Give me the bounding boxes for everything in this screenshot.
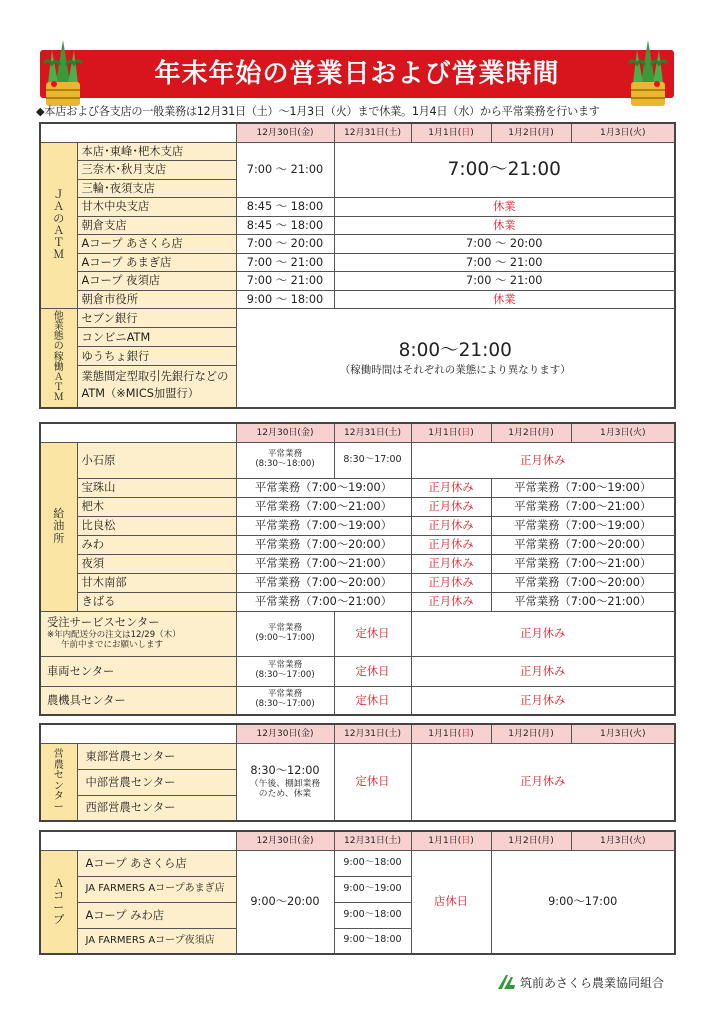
- col-dec31: 12月31日(土): [334, 831, 411, 850]
- col-dec30: 12月30日(金): [236, 423, 334, 442]
- hours-cell: 8:45 ～ 18:00: [236, 216, 334, 235]
- hours-cell: 平常業務（7:00～19:00）: [491, 516, 675, 535]
- table-row: [40, 497, 675, 516]
- station-name: 比良松: [77, 516, 236, 535]
- organization-name: 筑前あさくら農業協同組合: [520, 976, 665, 990]
- col-jan1: 1月1日(日): [411, 423, 491, 442]
- hours-cell: 9:00～18:00: [334, 902, 411, 928]
- hours-cell: 8:45 ～ 18:00: [236, 198, 334, 217]
- table-row: [40, 309, 675, 328]
- atm-provider: セブン銀行: [77, 309, 236, 328]
- center-name: 西部営農センター: [77, 795, 236, 821]
- hours-cell: 平常業務（7:00～21:00）: [236, 592, 411, 611]
- farming-center-label: 営 農 セ ン タ ー: [40, 743, 77, 821]
- closed-cell: 正月休み: [411, 743, 675, 821]
- col-dec31: 12月31日(土): [334, 724, 411, 743]
- table-row: [40, 290, 675, 309]
- hours-cell: 平常業務（7:00～20:00）: [236, 535, 411, 554]
- station-name: 宝珠山: [77, 478, 236, 497]
- kadomatsu-right-icon: [623, 38, 673, 108]
- ja-logo-icon: [496, 973, 516, 991]
- closed-cell: 正月休み: [411, 592, 491, 611]
- col-jan1: 1月1日(日): [411, 831, 491, 850]
- hours-cell: 平常業務（7:00～21:00）: [491, 592, 675, 611]
- other-atm-label: 他 業 態 の 稼 働 Ａ Ｔ Ｍ: [40, 309, 77, 408]
- closed-cell: 正月休み: [411, 478, 491, 497]
- col-jan2: 1月2日(月): [491, 123, 571, 142]
- col-dec30: 12月30日(金): [236, 831, 334, 850]
- table-row: [40, 216, 675, 235]
- closed-cell: 正月休み: [411, 442, 675, 478]
- branch-name: 朝倉支店: [77, 216, 236, 235]
- closed-cell: 正月休み: [411, 554, 491, 573]
- hours-cell: 平常業務 (8:30～17:00): [236, 686, 334, 715]
- table-row: [40, 198, 675, 217]
- closed-cell: 正月休み: [411, 535, 491, 554]
- closed-cell: 休業: [334, 216, 675, 235]
- store-name: Aコープ みわ店: [77, 902, 236, 928]
- closed-cell: 定休日: [334, 743, 411, 821]
- fuel-table: [39, 422, 676, 716]
- station-name: みわ: [77, 535, 236, 554]
- kadomatsu-left-icon: [38, 38, 88, 108]
- col-jan3: 1月3日(火): [571, 423, 675, 442]
- hours-cell: 8:30～17:00: [334, 442, 411, 478]
- col-jan2: 1月2日(月): [491, 831, 571, 850]
- table-header-row: [40, 724, 675, 743]
- hours-cell: 9:00～18:00: [334, 850, 411, 876]
- closed-cell: 休業: [334, 290, 675, 309]
- closed-cell: 正月休み: [411, 573, 491, 592]
- center-name: 車両センター: [40, 656, 236, 686]
- hours-cell: 平常業務（7:00～21:00）: [491, 497, 675, 516]
- table-row: [40, 686, 675, 715]
- col-jan1: 1月1日(日): [411, 724, 491, 743]
- hours-cell: 7:00 ～ 21:00: [236, 142, 334, 198]
- hours-cell: 7:00 ～ 21:00: [334, 272, 675, 291]
- table-row: [40, 592, 675, 611]
- closed-cell: 定休日: [334, 656, 411, 686]
- fuel-station-label: 給 油 所: [40, 442, 77, 611]
- hours-cell: 平常業務 (8:30～18:00): [236, 442, 334, 478]
- hours-cell: 平常業務（7:00～20:00）: [491, 573, 675, 592]
- hours-cell: 平常業務（7:00～19:00）: [236, 516, 411, 535]
- closed-cell: 定休日: [334, 611, 411, 656]
- table-header-row: [40, 123, 675, 142]
- hours-cell: 7:00 ～ 21:00: [236, 253, 334, 272]
- atm-provider: ゆうちょ銀行: [77, 347, 236, 366]
- col-dec30: 12月30日(金): [236, 724, 334, 743]
- table-row: [40, 535, 675, 554]
- col-jan2: 1月2日(月): [491, 724, 571, 743]
- hours-cell: 平常業務（7:00～20:00）: [491, 535, 675, 554]
- table-row: [40, 235, 675, 254]
- table-row: [40, 253, 675, 272]
- table-row: [40, 611, 675, 656]
- table-row: [40, 743, 675, 769]
- table-row: [40, 656, 675, 686]
- hours-cell: 平常業務 (9:00～17:00): [236, 611, 334, 656]
- hours-cell: 7:00 ～ 20:00: [236, 235, 334, 254]
- hours-cell: 9:00～20:00: [236, 850, 334, 954]
- table-row: [40, 850, 675, 876]
- acoop-label: Ａ コ ー プ: [40, 850, 77, 954]
- hours-cell: 平常業務（7:00～21:00）: [236, 497, 411, 516]
- store-name: JA FARMERS Aコープあまぎ店: [77, 876, 236, 902]
- branch-name: 本店･東峰･杷木支店: [77, 142, 236, 161]
- other-atm-hours: 8:00～21:00 （稼働時間はそれぞれの業態により異なります）: [236, 309, 675, 408]
- atm-provider: 業態間定型取引先銀行などのATM（※MICS加盟行）: [77, 366, 236, 408]
- table-row: [40, 554, 675, 573]
- hours-cell: 9:00～19:00: [334, 876, 411, 902]
- hours-cell: 7:00 ～ 21:00: [334, 253, 675, 272]
- col-jan1: 1月1日(日): [411, 123, 491, 142]
- store-name: Aコープ あさくら店: [77, 850, 236, 876]
- branch-name: 三奈木･秋月支店: [77, 161, 236, 180]
- closed-cell: 正月休み: [411, 686, 675, 715]
- acoop-table: [39, 830, 676, 955]
- table-row: [40, 272, 675, 291]
- center-name: 農機具センター: [40, 686, 236, 715]
- hours-cell: 平常業務（7:00～19:00）: [236, 478, 411, 497]
- center-name: 中部営農センター: [77, 769, 236, 795]
- branch-name: 甘木中央支店: [77, 198, 236, 217]
- closed-cell: 正月休み: [411, 611, 675, 656]
- closed-cell: 正月休み: [411, 516, 491, 535]
- table-row: [40, 442, 675, 478]
- closed-cell: 正月休み: [411, 656, 675, 686]
- page-title: 年末年始の営業日および営業時間: [154, 59, 560, 89]
- hours-cell: 平常業務（7:00～19:00）: [491, 478, 675, 497]
- branch-name: Aコープ 夜須店: [77, 272, 236, 291]
- col-jan2: 1月2日(月): [491, 423, 571, 442]
- col-jan3: 1月3日(火): [571, 123, 675, 142]
- title-banner: [40, 50, 674, 98]
- branch-name: Aコープ あまぎ店: [77, 253, 236, 272]
- hours-cell: 平常業務（7:00～20:00）: [236, 573, 411, 592]
- atm-provider: コンビニATM: [77, 328, 236, 347]
- hours-cell: 9:00～17:00: [491, 850, 675, 954]
- closed-cell: 休業: [334, 198, 675, 217]
- col-dec31: 12月31日(土): [334, 423, 411, 442]
- station-name: きばる: [77, 592, 236, 611]
- closed-cell: 店休日: [411, 850, 491, 954]
- atm-table: [39, 122, 676, 409]
- branch-name: 朝倉市役所: [77, 290, 236, 309]
- farming-center-table: [39, 723, 676, 822]
- closed-cell: 定休日: [334, 686, 411, 715]
- hours-cell: 9:00～18:00: [334, 928, 411, 954]
- branch-name: 三輪･夜須支店: [77, 179, 236, 198]
- col-jan3: 1月3日(火): [571, 724, 675, 743]
- col-jan3: 1月3日(火): [571, 831, 675, 850]
- hours-cell: 7:00 ～ 20:00: [334, 235, 675, 254]
- table-header-row: [40, 831, 675, 850]
- col-dec30: 12月30日(金): [236, 123, 334, 142]
- hours-cell: 平常業務（7:00～21:00）: [491, 554, 675, 573]
- hours-cell: 平常業務 (8:30～17:00): [236, 656, 334, 686]
- table-header-row: [40, 423, 675, 442]
- table-row: [40, 478, 675, 497]
- table-row: [40, 573, 675, 592]
- station-name: 杷木: [77, 497, 236, 516]
- station-name: 甘木南部: [77, 573, 236, 592]
- station-name: 小石原: [77, 442, 236, 478]
- hours-cell: 8:30～12:00 （午後、棚卸業務 のため、休業: [236, 743, 334, 821]
- hours-cell: 9:00 ～ 18:00: [236, 290, 334, 309]
- ja-atm-label: Ｊ Ａ の Ａ Ｔ Ｍ: [40, 142, 77, 309]
- center-name: 受注サービスセンター ※年内配送分の注文は12/29（木） 午前中までにお願いします: [40, 611, 236, 656]
- hours-cell: 平常業務（7:00～21:00）: [236, 554, 411, 573]
- center-name: 東部営農センター: [77, 743, 236, 769]
- closed-cell: 正月休み: [411, 497, 491, 516]
- notice-text: ◆本店および各支店の一般業務は12月31日（土）～1月3日（火）まで休業。1月4日（水）から平常業務を行います: [36, 105, 600, 118]
- hours-cell: 7:00 ～ 21:00: [236, 272, 334, 291]
- col-dec31: 12月31日(土): [334, 123, 411, 142]
- station-name: 夜須: [77, 554, 236, 573]
- store-name: JA FARMERS Aコープ夜須店: [77, 928, 236, 954]
- branch-name: Aコープ あさくら店: [77, 235, 236, 254]
- table-row: [40, 142, 675, 161]
- table-row: [40, 516, 675, 535]
- hours-cell: 7:00～21:00: [334, 142, 675, 198]
